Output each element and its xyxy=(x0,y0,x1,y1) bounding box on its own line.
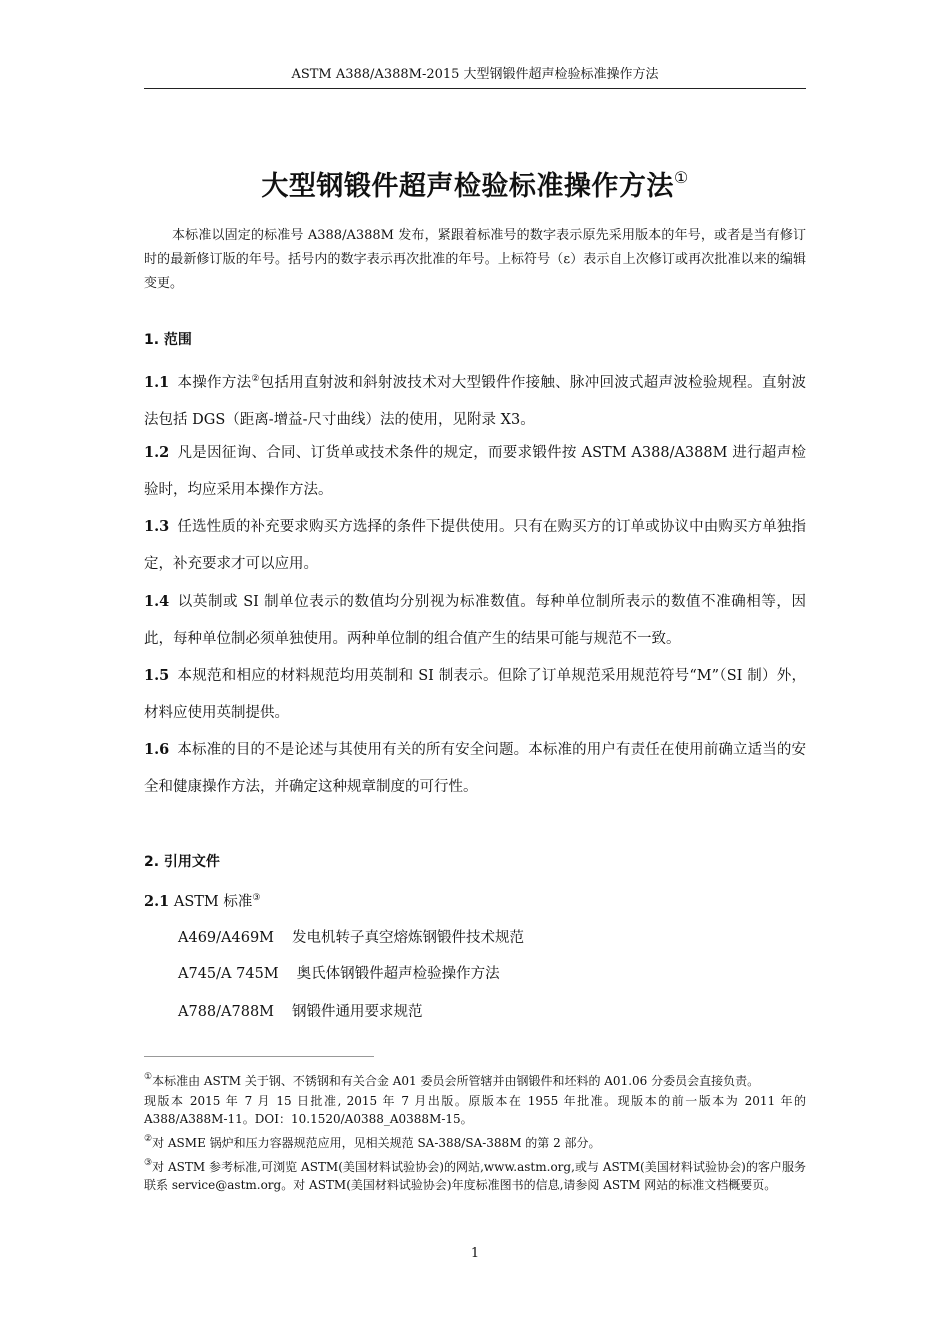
footnote-text: 对 ASTM 参考标准,可浏览 ASTM(美国材料试验协会)的网站,www.astm.org,或与 ASTM(美国材料试验协会)的客户服务联系 service@astm.org。对 ASTM(美国材料试验协会)年度标准图书的信息,请参阅 ASTM 网站的标准文档概要页。 xyxy=(144,1160,806,1192)
section-heading-scope: 1. 范围 xyxy=(144,332,192,348)
clause-text: 任选性质的补充要求购买方选择的条件下提供使用。只有在购买方的订单或协议中由购买方单独指定，补充要求才可以应用。 xyxy=(144,519,806,572)
page-number: 1 xyxy=(470,1246,480,1261)
footnote-text: 本标准由 ASTM 关于钢、不锈钢和有关合金 A01 委员会所管辖并由钢锻件和坯料的 A01.06 分委员会直接负责。 xyxy=(152,1074,760,1088)
footnote-mark: ③ xyxy=(144,1158,153,1168)
footnote-mark: ① xyxy=(144,1072,153,1082)
reference-title: 钢锻件通用要求规范 xyxy=(292,1004,423,1020)
header-rule xyxy=(144,88,806,89)
clause-1-1 xyxy=(144,361,806,439)
footnotes xyxy=(144,1068,806,1196)
clause-1-6 xyxy=(144,731,806,806)
clause-text: 以英制或 SI 制单位表示的数值均分别视为标准数值。每种单位制所表示的数值不准确相等，因此，每种单位制必须单独使用。两种单位制的组合值产生的结果可能与规范不一致。 xyxy=(144,594,806,647)
clause-text: 本规范和相应的材料规范均用英制和 SI 制表示。但除了订单规范采用规范符号“M”（SI 制）外，材料应使用英制提供。 xyxy=(144,668,806,721)
clause-2-1-heading xyxy=(144,886,806,914)
clause-number: 1.6 xyxy=(144,741,170,758)
section-heading-references: 2. 引用文件 xyxy=(144,854,220,870)
clause-1-5 xyxy=(144,657,806,732)
clause-1-2 xyxy=(144,434,806,509)
reference-code: A788/A788M xyxy=(178,1004,275,1020)
clause-number: 1.2 xyxy=(144,444,170,461)
document-title xyxy=(144,160,806,205)
clause-number: 2.1 xyxy=(144,893,170,910)
intro-paragraph: 本标准以固定的标准号 A388/A388M 发布，紧跟着标准号的数字表示原先采用版本的年号，或者是当有修订时的最新修订版的年号。括号内的数字表示再次批准的年号。上标符号（ε）表示自上次修订或再次批准以来的编辑变更。 xyxy=(144,228,806,291)
footnote-ref: ③ xyxy=(252,893,261,903)
clause-1-3 xyxy=(144,508,806,583)
reference-code: A745/A 745M xyxy=(178,966,279,982)
footnote-2 xyxy=(144,1130,806,1152)
title-footnote-mark: ① xyxy=(673,168,689,187)
running-header: ASTM A388/A388M-2015 大型钢锻件超声检验标准操作方法 xyxy=(291,67,659,82)
footnote-mark: ② xyxy=(144,1134,153,1144)
clause-number: 1.1 xyxy=(144,374,170,391)
footnote-3 xyxy=(144,1154,806,1194)
reference-title: 发电机转子真空熔炼钢锻件技术规范 xyxy=(292,930,525,946)
footnote-text: 对 ASME 锅炉和压力容器规范应用，见相关规范 SA-388/SA-388M 的第 2 部分。 xyxy=(152,1136,601,1150)
footnote-text: 现版本 2015 年 7 月 15 日批准, 2015 年 7 月出版。原版本在 1955 年批准。现版本的前一版本为 2011 年的 A388/A388M-11。DOI：10.1520/A0388_A0388M-15。 xyxy=(144,1094,806,1126)
footnote-1 xyxy=(144,1068,806,1090)
reference-item xyxy=(178,1000,798,1024)
clause-text: 本操作方法 xyxy=(177,375,252,391)
clause-text: ASTM 标准 xyxy=(169,894,253,910)
reference-item xyxy=(178,962,798,986)
clause-text: 包括用直射波和斜射波技术对大型锻件作接触、脉冲回波式超声波检验规程。直射波法包括 DGS（距离-增益-尺寸曲线）法的使用，见附录 X3。 xyxy=(144,375,807,428)
clause-number: 1.3 xyxy=(144,518,170,535)
footnote-1-cont xyxy=(144,1092,806,1128)
clause-number: 1.4 xyxy=(144,593,170,610)
title-text: 大型钢锻件超声检验标准操作方法 xyxy=(261,171,674,202)
reference-item xyxy=(178,926,798,950)
footnote-rule xyxy=(144,1056,374,1057)
clause-number: 1.5 xyxy=(144,667,170,684)
clause-text: 本标准的目的不是论述与其使用有关的所有安全问题。本标准的用户有责任在使用前确立适当的安全和健康操作方法，并确定这种规章制度的可行性。 xyxy=(144,742,806,795)
reference-code: A469/A469M xyxy=(178,930,275,946)
reference-title: 奥氏体钢锻件超声检验操作方法 xyxy=(296,966,500,982)
clause-text: 凡是因征询、合同、订货单或技术条件的规定，而要求锻件按 ASTM A388/A388M 进行超声检验时，均应采用本操作方法。 xyxy=(144,445,806,498)
clause-1-4 xyxy=(144,583,806,658)
footnote-ref: ② xyxy=(251,374,260,384)
